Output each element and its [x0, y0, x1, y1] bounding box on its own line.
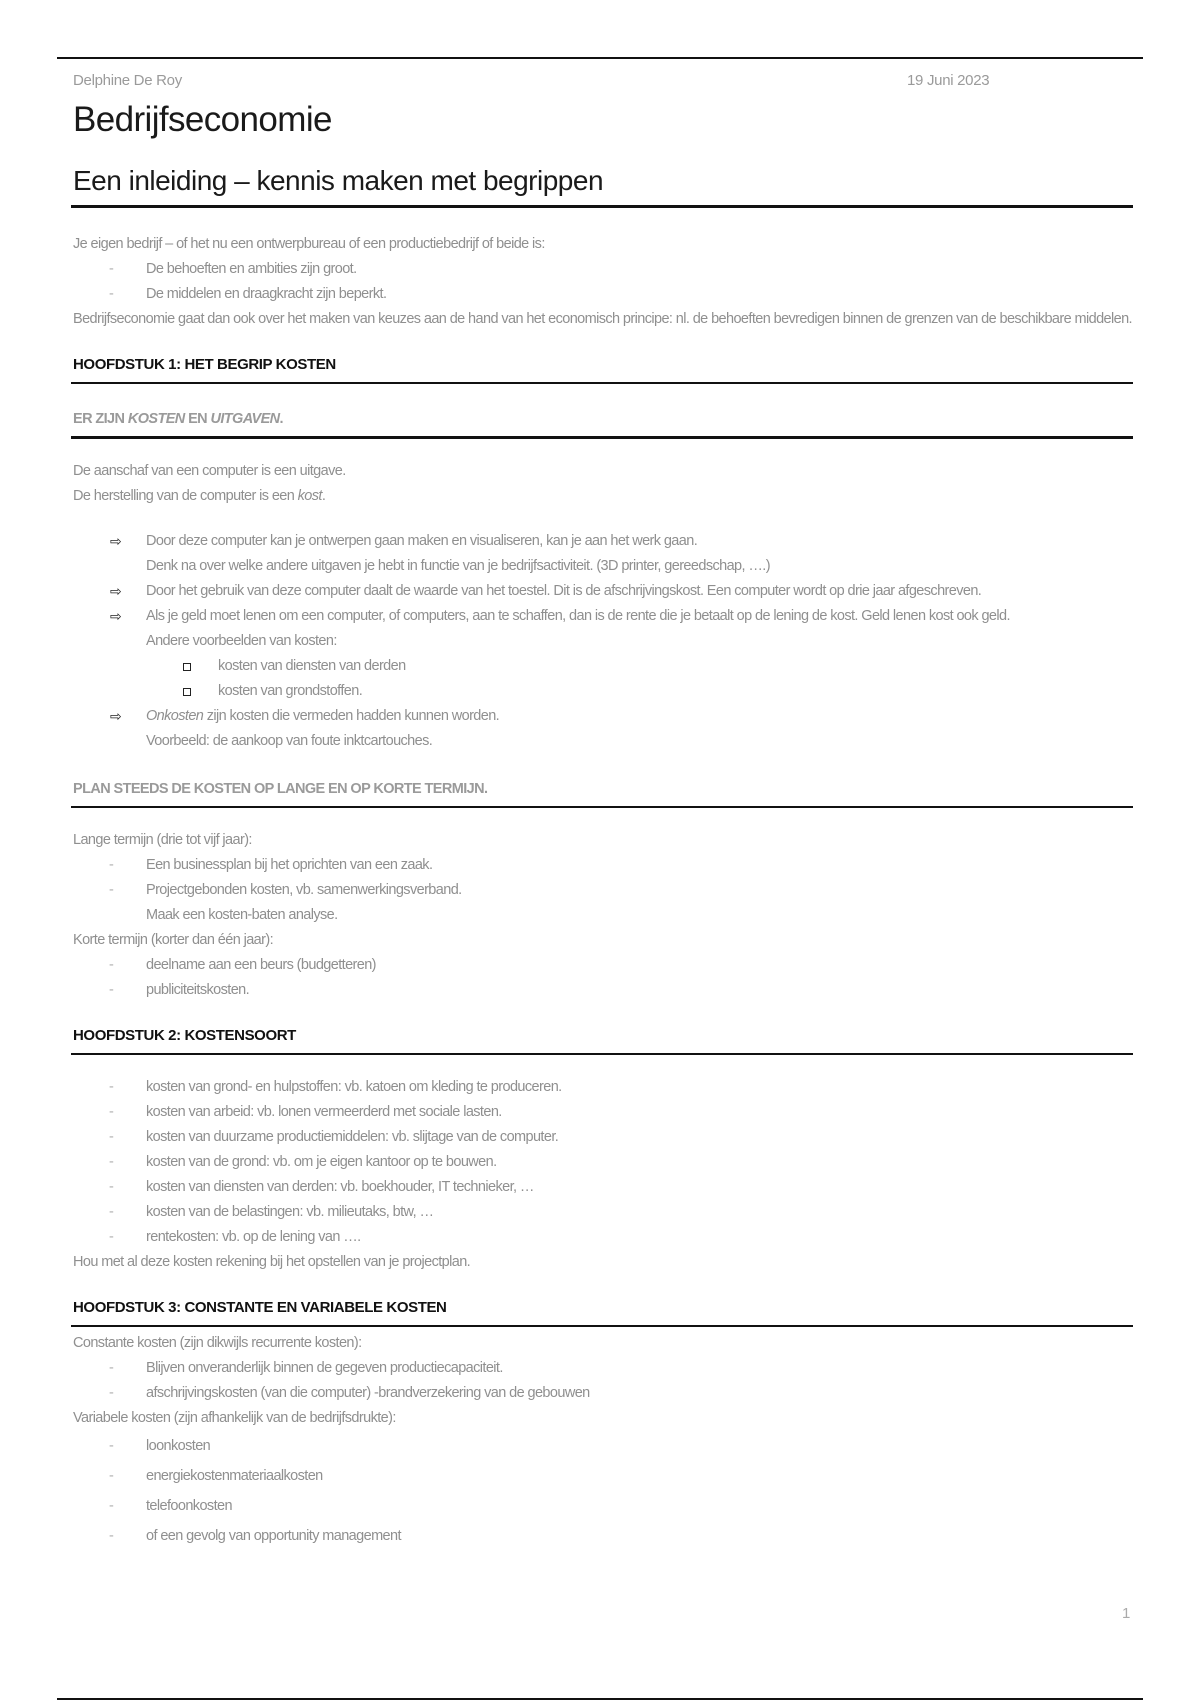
- arrow-item-continuation: Voorbeeld: de aankoop van foute inktcartouches.: [146, 733, 433, 749]
- kostensoort-closing: Hou met al deze kosten rekening bij het opstellen van je projectplan.: [73, 1254, 471, 1270]
- list-item: - kosten van grond- en hulpstoffen: vb. katoen om kleding te produceren.: [73, 1075, 1133, 1100]
- list-item: - De middelen en draagkracht zijn beperkt.: [73, 282, 1133, 307]
- arrow-item-text: Door deze computer kan je ontwerpen gaan maken en visualiseren, kan je aan het werk gaan.: [146, 533, 698, 549]
- list-item: - deelname aan een beurs (budgetteren): [73, 953, 1133, 978]
- arrow-right-icon: ⇨: [110, 608, 122, 624]
- arrow-right-icon: ⇨: [110, 533, 122, 549]
- arrow-item-text: [146, 704, 1133, 729]
- document-body: [73, 72, 1133, 1551]
- arrow-item-text: Als je geld moet lenen om een computer, of computers, aan te schaffen, dan is de rente die je betaalt op de lening de kost. Geld lenen kost ook geld.: [146, 608, 1010, 624]
- kostensoort-block: [73, 1075, 1133, 1275]
- long-term-extra: Maak een kosten-baten analyse.: [146, 907, 338, 923]
- list-item: - energiekostenmateriaalkosten: [73, 1461, 1133, 1491]
- text-run: .: [321, 488, 326, 504]
- arrow-item: [73, 529, 1133, 579]
- arrow-right-icon: ⇨: [110, 708, 122, 724]
- arrow-list: [73, 529, 1133, 654]
- section-kosten-uitgaven-heading: [71, 408, 1133, 439]
- arrow-item: [73, 579, 1133, 604]
- short-term-label: Korte termijn (korter dan één jaar):: [73, 932, 274, 948]
- list-item: - publiciteitskosten.: [73, 978, 1133, 1003]
- text-emphasis: Onkosten: [146, 708, 204, 724]
- paragraph-line: De aanschaf van een computer is een uitgave.: [73, 463, 346, 479]
- list-item: - Een businessplan bij het oprichten van een zaak.: [73, 853, 1133, 878]
- heading-text: .: [279, 411, 283, 427]
- list-item: - kosten van de belastingen: vb. milieutaks, btw, …: [73, 1200, 1133, 1225]
- document-subtitle: Een inleiding – kennis maken met begrippen: [71, 162, 1133, 208]
- author-name: Delphine De Roy: [73, 72, 182, 89]
- termijn-block: [73, 828, 1133, 1003]
- heading-emphasis: KOSTEN: [127, 411, 185, 427]
- list-item: - rentekosten: vb. op de lening van ….: [73, 1225, 1133, 1250]
- chapter-1-heading: HOOFDSTUK 1: HET BEGRIP KOSTEN: [71, 354, 1133, 384]
- list-item: - kosten van arbeid: vb. lonen vermeerderd met sociale lasten.: [73, 1100, 1133, 1125]
- list-item: - afschrijvingskosten (van die computer) -brandverzekering van de gebouwen: [73, 1381, 1133, 1406]
- constante-variabele-block: [73, 1331, 1133, 1551]
- list-item: - Projectgebonden kosten, vb. samenwerkingsverband.: [73, 878, 1133, 903]
- arrow-item-text: Door het gebruik van deze computer daalt de waarde van het toestel. Dit is de afschrijvingskost. Een computer wordt op drie jaar afgeschreven.: [146, 583, 982, 599]
- constant-label: Constante kosten (zijn dikwijls recurrente kosten):: [73, 1335, 362, 1351]
- intro-section: [73, 232, 1133, 332]
- document-title: Bedrijfseconomie: [73, 100, 332, 139]
- long-term-list: [73, 853, 1133, 903]
- arrow-right-icon: ⇨: [110, 583, 122, 599]
- long-term-label: Lange termijn (drie tot vijf jaar):: [73, 832, 252, 848]
- heading-text: ER ZIJN: [73, 411, 128, 427]
- heading-emphasis: UITGAVEN: [210, 411, 280, 427]
- short-term-list: [73, 953, 1133, 1003]
- kosten-uitgaven-block: [73, 459, 1133, 509]
- intro-lead: Je eigen bedrijf – of het nu een ontwerpbureau of een productiebedrijf of beide is:: [73, 236, 545, 252]
- arrow-item: [73, 604, 1133, 654]
- arrow-item: [73, 704, 1133, 754]
- heading-text: EN: [184, 411, 211, 427]
- sub-list-item: [73, 679, 1133, 704]
- square-bullet-icon: [183, 688, 191, 696]
- sub-list-item-text: kosten van diensten van derden: [218, 658, 406, 674]
- arrow-list: [73, 704, 1133, 754]
- list-item: - Blijven onveranderlijk binnen de gegeven productiecapaciteit.: [73, 1356, 1133, 1381]
- text-run: De herstelling van de computer is een: [73, 488, 298, 504]
- top-rule: [57, 57, 1143, 59]
- section-termijn-heading: PLAN STEEDS DE KOSTEN OP LANGE EN OP KORTE TERMIJN.: [71, 778, 1133, 808]
- list-item: - telefoonkosten: [73, 1491, 1133, 1521]
- variable-list: [73, 1431, 1133, 1551]
- page-number: 1: [1122, 1605, 1131, 1622]
- text-run: zijn kosten die vermeden hadden kunnen worden.: [203, 708, 500, 724]
- sub-list: [73, 654, 1133, 704]
- document-date: 19 Juni 2023: [907, 72, 990, 89]
- list-item: - kosten van diensten van derden: vb. boekhouder, IT technieker, …: [73, 1175, 1133, 1200]
- list-item: - of een gevolg van opportunity management: [73, 1521, 1133, 1551]
- text-emphasis: kost: [297, 488, 322, 504]
- intro-list: [73, 257, 1133, 307]
- chapter-3-heading: HOOFDSTUK 3: CONSTANTE EN VARIABELE KOSTEN: [71, 1297, 1133, 1327]
- list-item: - De behoeften en ambities zijn groot.: [73, 257, 1133, 282]
- variable-label: Variabele kosten (zijn afhankelijk van de bedrijfsdrukte):: [73, 1410, 396, 1426]
- list-item: - kosten van de grond: vb. om je eigen kantoor op te bouwen.: [73, 1150, 1133, 1175]
- sub-list-item-text: kosten van grondstoffen.: [218, 683, 363, 699]
- square-bullet-icon: [183, 663, 191, 671]
- kostensoort-list: [73, 1075, 1133, 1250]
- constant-list: [73, 1356, 1133, 1406]
- arrow-item-continuation: Andere voorbeelden van kosten:: [146, 633, 337, 649]
- list-item: - kosten van duurzame productiemiddelen: vb. slijtage van de computer.: [73, 1125, 1133, 1150]
- arrow-item-continuation: Denk na over welke andere uitgaven je hebt in functie van je bedrijfsactiviteit. (3D printer, gereedschap, ….): [146, 558, 770, 574]
- list-item: - loonkosten: [73, 1431, 1133, 1461]
- meta-row: [73, 72, 1133, 94]
- intro-closing: Bedrijfseconomie gaat dan ook over het maken van keuzes aan de hand van het economisch principe: nl. de behoeften bevredigen binnen de grenzen van de beschikbare middelen.: [73, 311, 1132, 327]
- chapter-2-heading: HOOFDSTUK 2: KOSTENSOORT: [71, 1025, 1133, 1055]
- sub-list-item: [73, 654, 1133, 679]
- paragraph-line: [73, 484, 1133, 509]
